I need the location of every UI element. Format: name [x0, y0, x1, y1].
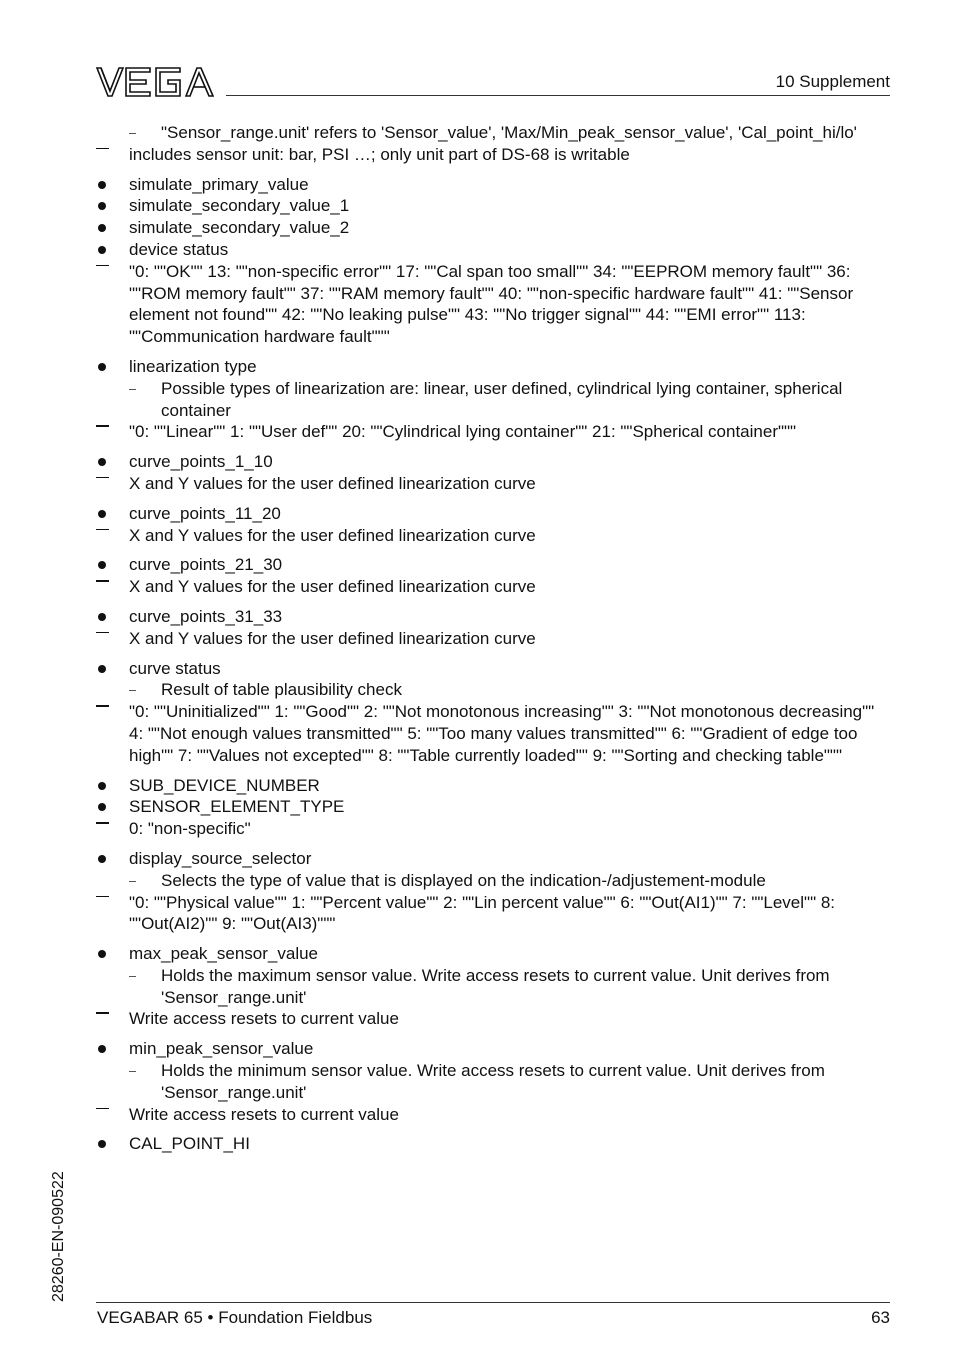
item-text: simulate_secondary_value_2 [129, 218, 350, 238]
footer-product: VEGABAR 65 • Foundation Fieldbus [97, 1308, 373, 1327]
item-text: curve status [129, 658, 221, 678]
parameter-item [96, 606, 890, 628]
parameter-item [96, 775, 890, 797]
list-spacer [96, 348, 890, 356]
item-text: SUB_DEVICE_NUMBER [129, 775, 320, 795]
parameter-item [96, 554, 890, 576]
item-text: Write access resets to current value [129, 1009, 399, 1029]
parameter-item [96, 848, 890, 870]
parameter-values [96, 701, 890, 766]
item-text: Write access resets to current value [129, 1104, 399, 1124]
item-text: "0: ""Linear"" 1: ""User def"" 20: ""Cylindrical lying container"" 21: ""Spherical container""" [129, 422, 797, 442]
parameter-description [96, 122, 890, 144]
item-text: SENSOR_ELEMENT_TYPE [129, 797, 345, 817]
page-number: 63 [871, 1308, 890, 1327]
item-text: simulate_secondary_value_1 [129, 196, 350, 216]
parameter-values [96, 261, 890, 348]
item-text: min_peak_sensor_value [129, 1039, 314, 1059]
parameter-item [96, 356, 890, 378]
item-text: Holds the maximum sensor value. Write access resets to current value. Unit derives from 'Sensor_range.unit' [161, 965, 830, 1007]
parameter-values [96, 628, 890, 650]
item-text: 0: "non-specific" [129, 819, 251, 839]
parameter-item [96, 195, 890, 217]
item-text: X and Y values for the user defined linearization curve [129, 577, 536, 597]
parameter-values [96, 576, 890, 598]
item-text: "0: ""Physical value"" 1: ""Percent value"" 2: ""Lin percent value"" 6: ""Out(AI1)"" 7: ""Level"" 8: ""Out(AI2)"" 9: ""Out(AI3)""" [129, 892, 835, 934]
parameter-description [96, 1060, 890, 1104]
item-text: X and Y values for the user defined linearization curve [129, 473, 536, 493]
list-spacer [96, 650, 890, 658]
item-text: Result of table plausibility check [161, 680, 402, 700]
item-text: CAL_POINT_HI [129, 1134, 250, 1154]
parameter-item [96, 217, 890, 239]
parameter-item [96, 796, 890, 818]
item-text: "0: ""Uninitialized"" 1: ""Good"" 2: ""Not monotonous increasing"" 3: ""Not monotonous decreasing"" 4: ""Not enough values transmitted"" 5: ""Too many values transmitted"" 6: ""Gradient of edge too high"" 7: ""Values not excepted"" 8: ""Table currently loaded"" 9: ""Sorting and checking table""" [129, 702, 875, 765]
parameter-item [96, 1133, 890, 1155]
parameter-description [96, 870, 890, 892]
parameter-item [96, 239, 890, 261]
item-text: "Sensor_range.unit' refers to 'Sensor_value', 'Max/Min_peak_sensor_value', 'Cal_point_hi/lo' [161, 123, 857, 142]
list-spacer [96, 767, 890, 775]
footer-divider [96, 1302, 890, 1303]
parameter-values [96, 525, 890, 547]
parameter-item [96, 503, 890, 525]
item-text: X and Y values for the user defined linearization curve [129, 525, 536, 545]
list-spacer [96, 495, 890, 503]
list-spacer [96, 1125, 890, 1133]
item-text: Holds the minimum sensor value. Write access resets to current value. Unit derives from 'Sensor_range.unit' [161, 1061, 825, 1102]
parameter-values [96, 144, 890, 166]
item-text: display_source_selector [129, 848, 312, 868]
item-text: max_peak_sensor_value [129, 944, 319, 964]
parameter-values [96, 473, 890, 495]
item-text: simulate_primary_value [129, 174, 309, 194]
item-text: linearization type [129, 356, 257, 376]
item-text: Possible types of linearization are: linear, user defined, cylindrical lying container, spherical container [161, 378, 843, 420]
vega-logo [96, 66, 214, 98]
parameter-values [96, 818, 890, 840]
header-divider [226, 95, 890, 96]
item-text: device status [129, 239, 229, 259]
item-text: curve_points_1_10 [129, 452, 273, 472]
list-spacer [96, 1030, 890, 1038]
document-code: 28260-EN-090522 [50, 1171, 67, 1302]
parameter-item [96, 943, 890, 965]
item-text: X and Y values for the user defined linearization curve [129, 628, 536, 648]
parameter-values [96, 892, 890, 936]
parameter-description [96, 378, 890, 422]
parameter-description [96, 965, 890, 1009]
parameter-item [96, 174, 890, 196]
item-text: includes sensor unit: bar, PSI …; only unit part of DS-68 is writable [129, 144, 630, 164]
section-title: 10 Supplement [775, 72, 890, 91]
list-spacer [96, 840, 890, 848]
list-spacer [96, 546, 890, 554]
parameter-item [96, 451, 890, 473]
svg-text:VEGA: VEGA [96, 66, 99, 67]
parameter-values [96, 1104, 890, 1126]
item-text: curve_points_21_30 [129, 555, 283, 575]
parameter-item [96, 658, 890, 680]
list-spacer [96, 935, 890, 943]
list-spacer [96, 443, 890, 451]
item-text: "0: ""OK"" 13: ""non-specific error"" 17: ""Cal span too small"" 34: ""EEPROM memory fault"" 36: ""ROM memory fault"" 37: ""RAM memory fault"" 40: ""non-specific hardware fault"" 41: ""Sensor element not found"" 42: ""No leaking pulse"" 43: ""No trigger signal"" 44: ""EMI error"" 113: ""Communication hardware fault""" [129, 261, 854, 347]
parameter-values [96, 1008, 890, 1030]
parameter-values [96, 421, 890, 443]
parameter-list [96, 122, 890, 1155]
list-spacer [96, 166, 890, 174]
item-text: curve_points_31_33 [129, 606, 283, 626]
item-text: curve_points_11_20 [129, 503, 281, 523]
parameter-item [96, 1038, 890, 1060]
list-spacer [96, 598, 890, 606]
item-text: Selects the type of value that is displayed on the indication-/adjustement-module [161, 870, 766, 890]
parameter-description [96, 679, 890, 701]
